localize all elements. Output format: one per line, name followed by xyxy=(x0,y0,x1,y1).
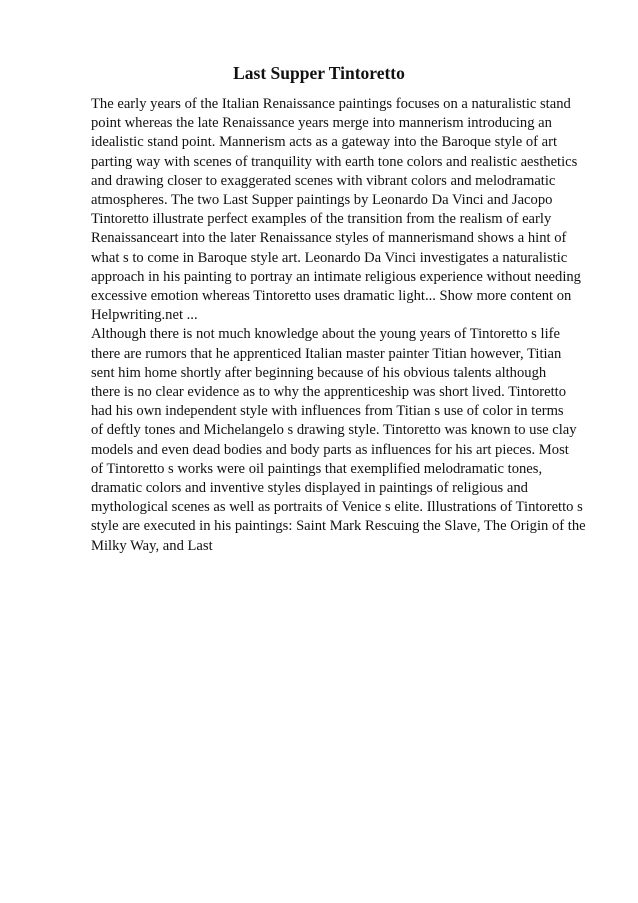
paragraph-line: of Tintoretto s works were oil paintings that exemplified melodramatic tones, xyxy=(91,460,543,477)
paragraph-line: style are executed in his paintings: Saint Mark Rescuing the Slave, The Origin of the xyxy=(91,518,586,535)
document-body xyxy=(91,95,601,556)
paragraph-line: The early years of the Italian Renaissance paintings focuses on a naturalistic stand xyxy=(91,96,571,112)
paragraph-line: Helpwriting.net ... xyxy=(91,307,198,324)
document-title: Last Supper Tintoretto xyxy=(233,63,405,83)
paragraph-line: excessive emotion whereas Tintoretto uses dramatic light... Show more content on xyxy=(91,288,572,305)
paragraph-line: Although there is not much knowledge about the young years of Tintoretto s life xyxy=(91,326,560,343)
paragraph-line: Milky Way, and Last xyxy=(91,537,213,554)
paragraph-line: dramatic colors and inventive styles displayed in paintings of religious and xyxy=(91,480,528,497)
paragraph-line: there are rumors that he apprenticed Italian master painter Titian however, Titian xyxy=(91,345,562,362)
paragraph-line: parting way with scenes of tranquility with earth tone colors and realistic aesthetics xyxy=(91,153,578,170)
paragraph-2 xyxy=(91,325,601,555)
paragraph-line: there is no clear evidence as to why the apprenticeship was short lived. Tintoretto xyxy=(91,384,566,401)
paragraph-line: Tintoretto illustrate perfect examples of the transition from the realism of early xyxy=(91,211,552,228)
paragraph-line: sent him home shortly after beginning because of his obvious talents although xyxy=(91,364,547,381)
paragraph-1 xyxy=(91,95,601,325)
paragraph-line: of deftly tones and Michelangelo s drawing style. Tintoretto was known to use clay xyxy=(91,422,577,439)
paragraph-line: atmospheres. The two Last Supper paintings by Leonardo Da Vinci and Jacopo xyxy=(91,192,553,209)
paragraph-line: and drawing closer to exaggerated scenes with vibrant colors and melodramatic xyxy=(91,172,556,189)
paragraph-line: Renaissanceart into the later Renaissance styles of mannerismand shows a hint of xyxy=(91,230,567,247)
paragraph-line: approach in his painting to portray an intimate religious experience without needing xyxy=(91,268,581,285)
paragraph-line: point whereas the late Renaissance years merge into mannerism introducing an xyxy=(91,115,552,132)
paragraph-line: what s to come in Baroque style art. Leonardo Da Vinci investigates a naturalistic xyxy=(91,249,568,266)
paragraph-line: mythological scenes as well as portraits of Venice s elite. Illustrations of Tintoretto s xyxy=(91,499,583,516)
paragraph-line: had his own independent style with influences from Titian s use of color in terms xyxy=(91,403,564,420)
paragraph-line: models and even dead bodies and body parts as influences for his art pieces. Most xyxy=(91,441,569,458)
paragraph-line: idealistic stand point. Mannerism acts as a gateway into the Baroque style of art xyxy=(91,134,558,151)
